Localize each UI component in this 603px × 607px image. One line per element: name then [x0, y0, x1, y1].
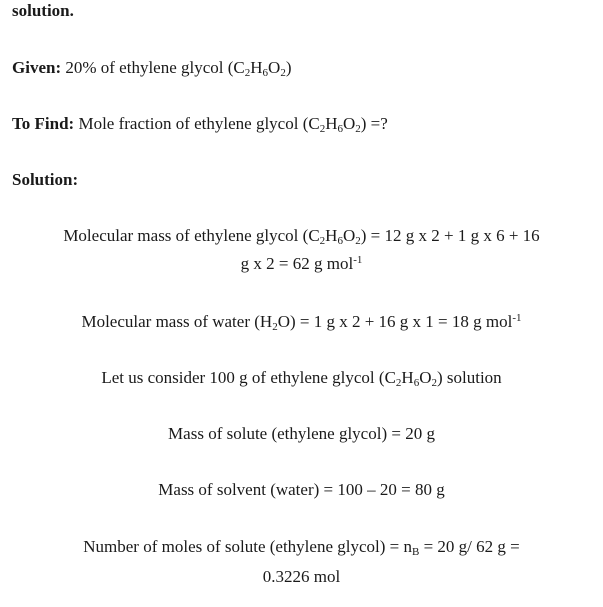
- given-label: Given:: [12, 58, 62, 77]
- to-find-label: To Find:: [12, 114, 75, 133]
- mass-solute-line: Mass of solute (ethylene glycol) = 20 g: [168, 424, 435, 443]
- given-line: Given: 20% of ethylene glycol $(C_2H_6O_2)$: [12, 58, 292, 79]
- to-find-line: To Find: Mole fraction of ethylene glycol $(C_2H_6O_2)$ =?: [12, 114, 388, 135]
- molecular-mass-glycol-line2: g x 2 = 62 g mol$^{-1}$: [240, 254, 363, 273]
- solution-label: Solution:: [12, 170, 79, 189]
- molecular-mass-water-line: Molecular mass of water $(H_2O) = 1$ g x 2 + 16 g x 1 = 18 g mol$^{-1}$: [81, 312, 522, 333]
- heading-fragment: solution.: [12, 1, 74, 20]
- moles-solute-line2: 0.3226 mol: [262, 567, 341, 586]
- molecular-mass-glycol-line1: Molecular mass of ethylene glycol $(C_2H_6O_2) = 12$ g x 2 + 1 g x 6 + 16: [63, 226, 540, 247]
- consider-line: Let us consider 100 g of ethylene glycol $(C_2H_6O_2)$ solution: [101, 368, 502, 389]
- mass-solvent-line: Mass of solvent (water) = 100 – 20 = 80 g: [158, 480, 445, 499]
- moles-solute-line1: Number of moles of solute (ethylene glycol) = $n_B = 20$ g/ 62 g =: [83, 537, 520, 558]
